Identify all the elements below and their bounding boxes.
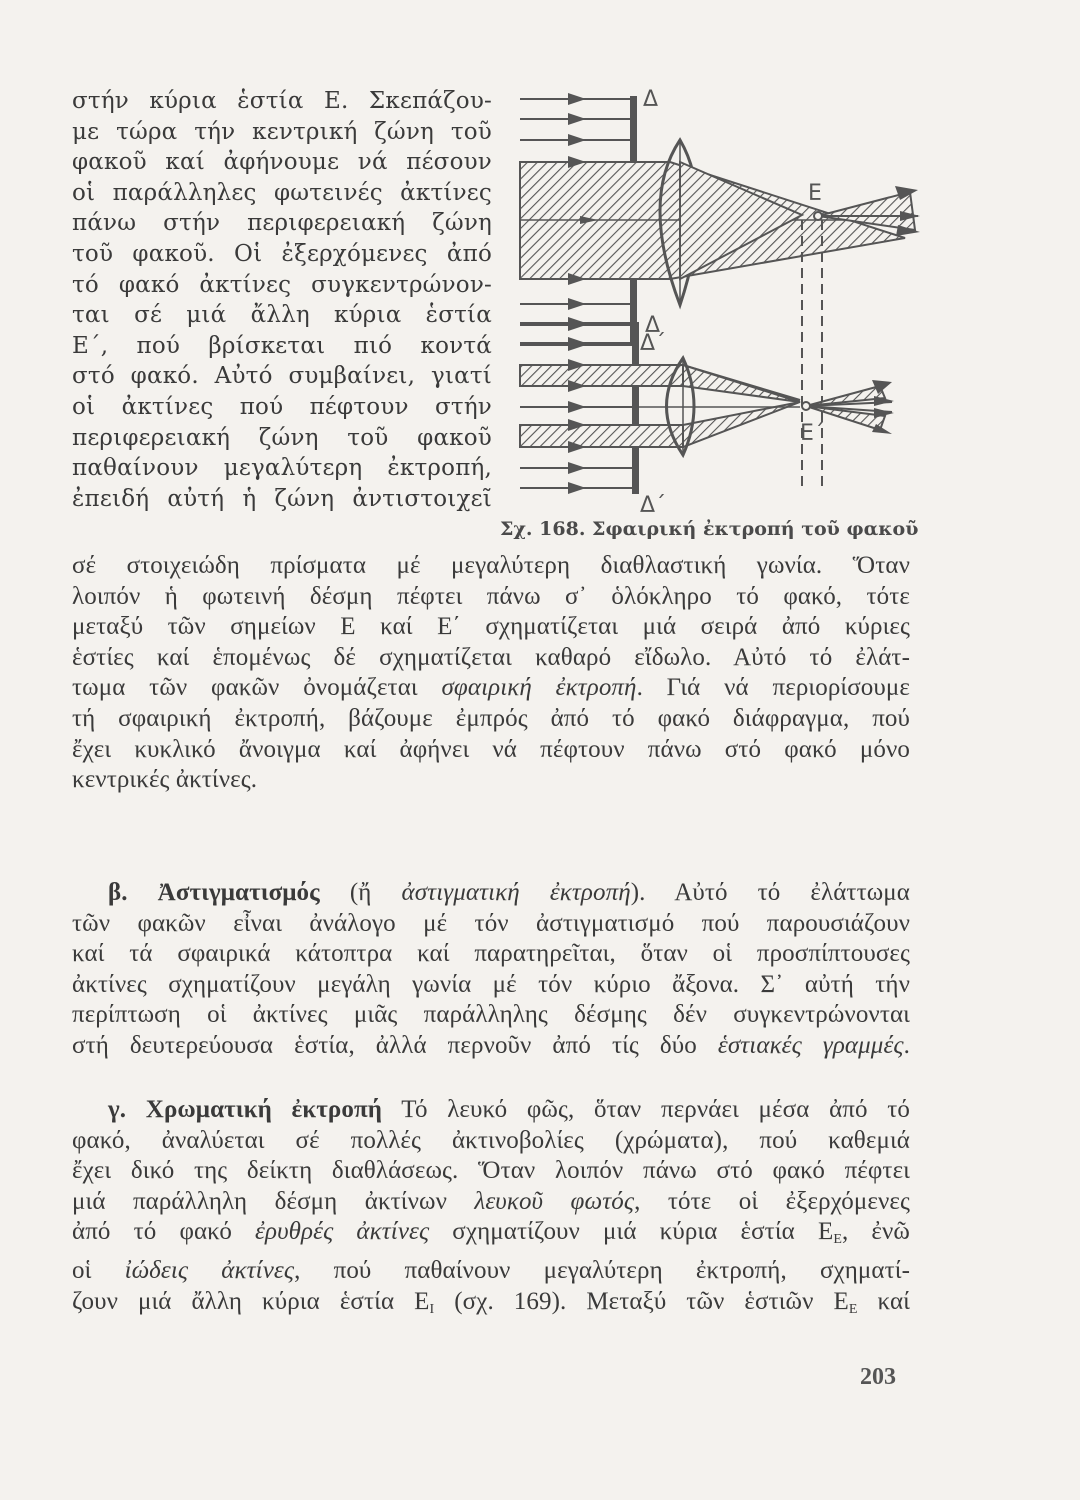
text-line: με τώρα τήν κεντρική ζώνη τοῦ (72, 118, 492, 145)
text-line (72, 673, 910, 704)
text-run: . Γιά νά περιορίσουμε (636, 674, 910, 702)
subscript: Ι (429, 1301, 435, 1317)
term-focal-lines: ἑστιακές γραμμές (717, 1031, 904, 1059)
text-line: πάνω στήν περιφερειακή ζώνη (72, 210, 492, 237)
text-line: τή σφαιρική ἐκτροπή, βάζουμε ἐμπρός ἀπό τό φακό διάφραγμα, πού (72, 704, 910, 732)
text-line (72, 1287, 910, 1326)
text-run: . (903, 1031, 910, 1059)
paragraph-chromatic-aberration (72, 1095, 910, 1325)
term-violet-rays: ἰώδεις ἀκτίνες (124, 1256, 295, 1284)
term-red-rays: ἐρυθρές ἀκτίνες (255, 1218, 430, 1246)
section-heading-astigmatism: β. Ἀστιγματισμός (108, 879, 320, 906)
figure-caption: Σχ. 168. Σφαιρική ἐκτροπή τοῦ φακοῦ (500, 518, 919, 540)
text-run: στή δευτερεύουσα ἑστία, ἀλλά περνοῦν ἀπό τίς δύο (72, 1031, 718, 1059)
label-delta-bottom: Δ (645, 313, 661, 338)
text-line: τῶν φακῶν εἶναι ἀνάλογο μέ τόν ἀστιγματισμό πού παρουσιάζουν (72, 909, 910, 937)
text-line: φακό, ἀναλύεται σέ πολλές ἀκτινοβολίες (χρώματα), πού καθεμιά (72, 1126, 910, 1154)
text-run: σχηματίζουν μιά κύρια ἑστία Ε (429, 1218, 834, 1246)
focus-point-E-prime (802, 402, 810, 410)
paragraph-spherical-aberration (72, 551, 910, 796)
spherical-aberration-diagram (500, 80, 930, 520)
text-line: σέ στοιχειώδη πρίσματα μέ μεγαλύτερη διαθλαστική γωνία. Ὅταν (72, 552, 910, 579)
text-line (72, 1095, 910, 1126)
left-column-text (72, 86, 492, 514)
text-line: Ε΄, πού βρίσκεται πιό κοντά (72, 332, 492, 359)
subscript: Ε (833, 1232, 842, 1248)
text-line (72, 1217, 910, 1256)
text-line (72, 1256, 910, 1287)
subscript: Ε (848, 1301, 858, 1317)
text-line: στήν κύρια ἑστία Ε. Σκεπάζου- (72, 88, 492, 114)
label-delta-top: Δ (643, 87, 659, 112)
text-line: ἐπειδή αὐτή ἡ ζώνη ἀντιστοιχεῖ (72, 485, 492, 512)
text-run: ). Αὐτό τό ἐλάττωμα (630, 879, 910, 906)
text-line: ἔχει κυκλικό ἄνοιγμα καί ἀφήνει νά πέφτουν πάνω στό φακό μόνο (72, 735, 910, 763)
text-line: ἀκτίνες σχηματίζουν μεγάλη γωνία μέ τόν κύριο ἄξονα. Σ᾽ αὐτή τήν (72, 970, 910, 998)
text-line (72, 1031, 910, 1062)
text-run: οἱ (72, 1256, 125, 1284)
text-line: καί τά σφαιρικά κάτοπτρα καί παρατηρεῖται, ὅταν οἱ προσπίπτουσες (72, 940, 910, 968)
text-run: , τότε οἱ ἐξερχόμενες (634, 1187, 910, 1215)
page-number: 203 (860, 1364, 896, 1390)
text-line (72, 878, 910, 909)
text-run: Τό λευκό φῶς, ὅταν περνάει μέσα ἀπό τό (382, 1096, 910, 1123)
text-line: οἱ ἀκτίνες πού πέφτουν στήν (72, 393, 492, 420)
text-run: ζουν μιά ἄλλη κύρια ἑστία Ε (72, 1287, 430, 1315)
paragraph-astigmatism (72, 878, 910, 1062)
focus-point-E (814, 212, 822, 220)
text-line: στό φακό. Αὐτό συμβαίνει, γιατί (72, 363, 492, 390)
bottom-diagram-peripheral-rays (520, 313, 894, 518)
term-astigmatic-aberration: ἀστιγματική ἐκτροπή (401, 879, 631, 906)
text-line: περίπτωση οἱ ἀκτίνες μιᾶς παράλληλης δέσμης δέν συγκεντρώνονται (72, 1001, 910, 1029)
text-line: ται σέ μιά ἄλλη κύρια ἑστία (72, 302, 492, 329)
section-heading-chromatic: γ. Χρωματική ἐκτροπή (108, 1096, 383, 1123)
text-line: μεταξύ τῶν σημείων Ε καί Ε΄ σχηματίζεται μιά σειρά ἀπό κύριες (72, 613, 910, 641)
text-line: τό φακό ἀκτίνες συγκεντρώνον- (72, 271, 492, 298)
text-line: ἔχει δικό της δείκτη διαθλάσεως. Ὅταν λοιπόν πάνω στό φακό πέφτει (72, 1157, 910, 1185)
text-line (72, 1187, 910, 1218)
text-line: φακοῦ καί ἀφήνουμε νά πέσουν (72, 149, 492, 176)
text-run: ἀπό τό φακό (72, 1218, 256, 1246)
text-line: παθαίνουν μεγαλύτερη ἐκτροπή, (72, 455, 492, 482)
text-line: οἱ παράλληλες φωτεινές ἀκτίνες (72, 179, 492, 206)
text-run: καί (857, 1287, 910, 1315)
text-run: , ἐνῶ (841, 1218, 910, 1246)
text-run: τωμα τῶν φακῶν ὀνομάζεται (72, 674, 442, 702)
text-line: κεντρικές ἀκτίνες. (72, 766, 258, 794)
term-spherical-aberration: σφαιρική ἐκτροπή (441, 674, 637, 702)
text-line: ἑστίες καί ἑπομένως δέ σχηματίζεται καθαρό εἴδωλο. Αὐτό τό ἐλάτ- (72, 643, 910, 671)
text-line: περιφερειακή ζώνη τοῦ φακοῦ (72, 424, 492, 451)
text-run: μιά παράλληλη δέσμη ἀκτίνων (72, 1187, 475, 1215)
text-run: (ἤ (319, 879, 402, 906)
label-E: Ε (808, 181, 822, 206)
bottom-diaphragm (632, 322, 639, 494)
term-white-light: λευκοῦ φωτός (474, 1187, 635, 1215)
label-delta-prime-bottom: Δ΄ (640, 493, 667, 518)
text-run: , πού παθαίνουν μεγαλύτερη ἐκτροπή, σχηματί- (294, 1256, 910, 1284)
label-delta-prime-top: Δ΄ (640, 331, 667, 356)
text-line: λοιπόν ἡ φωτεινή δέσμη πέφτει πάνω σ᾽ ὁλόκληρο τό φακό, τότε (72, 582, 910, 610)
label-E-prime: Ε΄ (800, 421, 825, 446)
figure-168-spherical-aberration (500, 80, 930, 520)
text-run: (σχ. 169). Μεταξύ τῶν ἑστιῶν Ε (434, 1287, 849, 1315)
text-line: τοῦ φακοῦ. Οἱ ἐξερχόμενες ἀπό (72, 240, 492, 267)
